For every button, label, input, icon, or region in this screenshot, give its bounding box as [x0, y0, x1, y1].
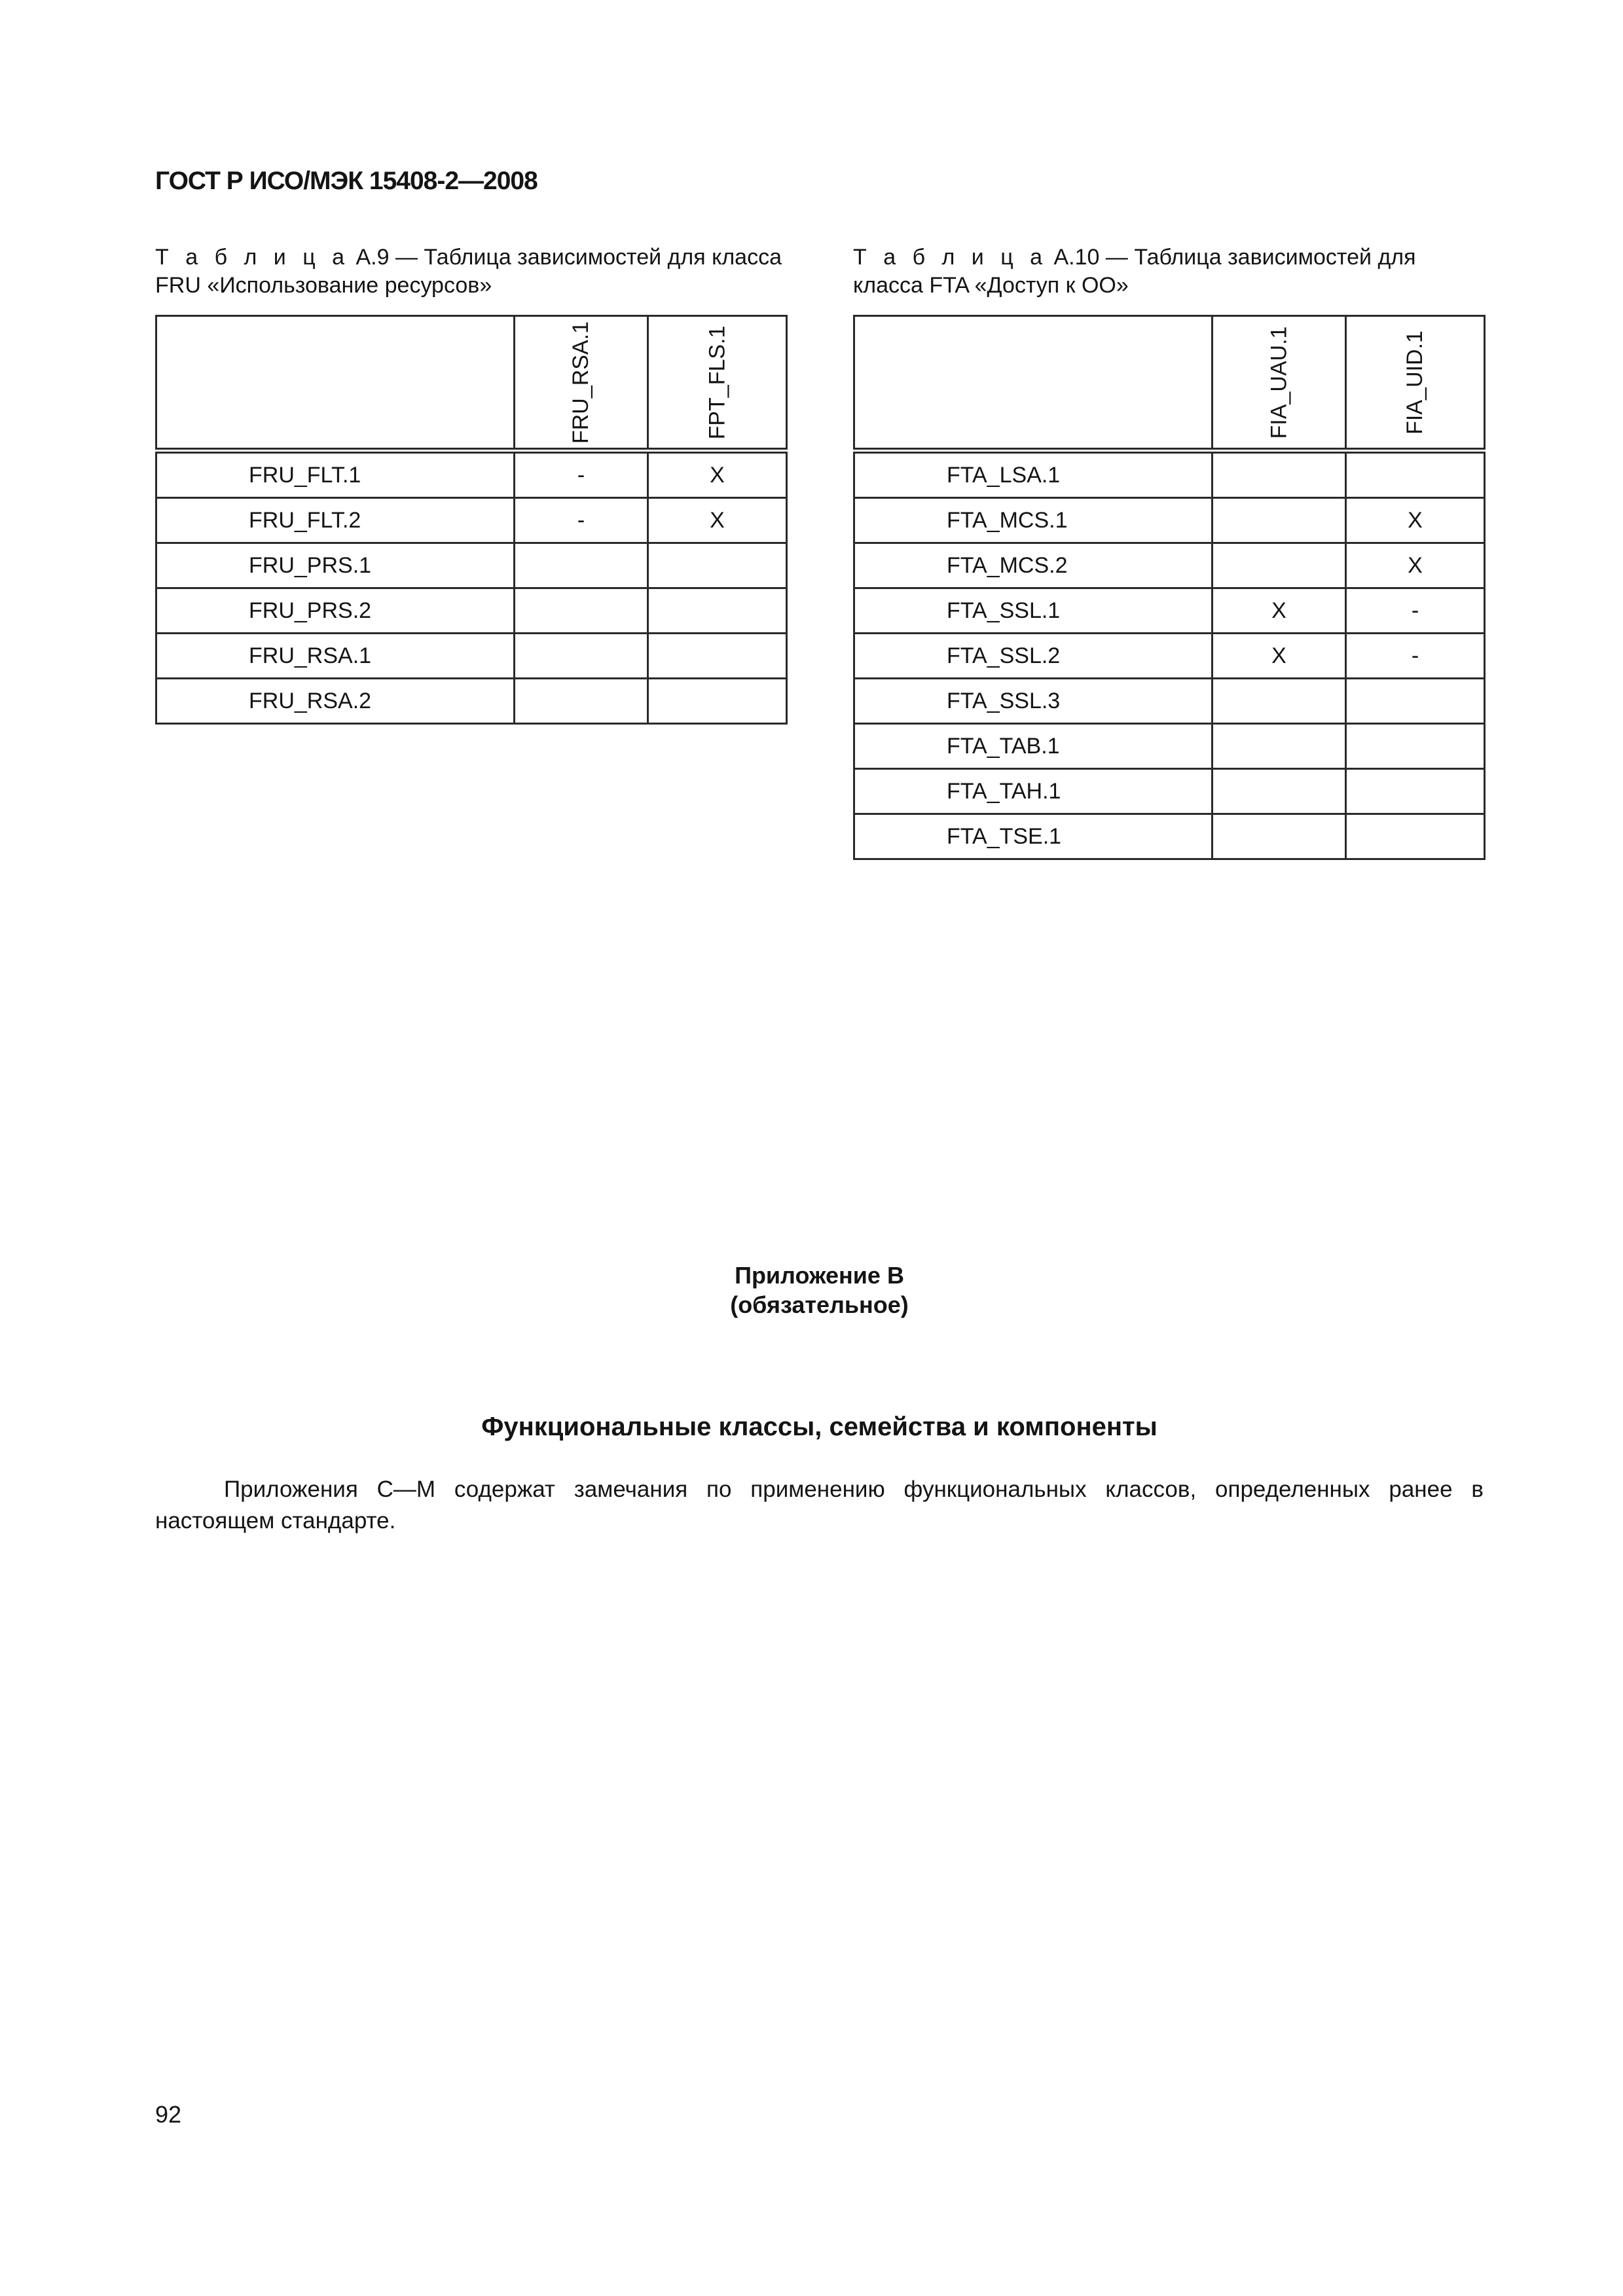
row-name-cell: FRU_FLT.2 [156, 498, 515, 543]
dependency-cell [1213, 679, 1346, 724]
column-header-label: FRU_RSA.1 [568, 321, 593, 444]
row-name-cell: FTA_SSL.3 [854, 679, 1213, 724]
row-name-cell: FRU_PRS.2 [156, 588, 515, 634]
table-row [156, 451, 787, 498]
row-name-cell: FTA_TAB.1 [854, 724, 1213, 769]
dependency-cell [515, 543, 648, 588]
table-a9-caption [155, 243, 784, 300]
table-row [854, 634, 1485, 679]
dependency-cell [515, 679, 648, 724]
table-row [854, 543, 1485, 588]
header-corner-cell [854, 316, 1213, 451]
table-row [156, 543, 787, 588]
row-name-cell: FRU_FLT.1 [156, 451, 515, 498]
table-row [854, 814, 1485, 859]
table-row [156, 498, 787, 543]
document-header: ГОСТ Р ИСО/МЭК 15408-2—2008 [155, 167, 538, 195]
dependency-cell [1213, 451, 1346, 498]
column-header-label: FIA_UAU.1 [1266, 326, 1291, 439]
table-row [854, 724, 1485, 769]
dependency-cell: X [1346, 498, 1485, 543]
table-a9 [155, 315, 788, 725]
dependency-cell: - [515, 498, 648, 543]
dependency-cell: - [1346, 634, 1485, 679]
dependency-cell: X [1213, 588, 1346, 634]
row-name-cell: FTA_MCS.1 [854, 498, 1213, 543]
table-row [854, 451, 1485, 498]
dependency-cell [1213, 543, 1346, 588]
table-row [156, 588, 787, 634]
section-heading: Функциональные классы, семейства и компоненты [481, 1412, 1158, 1441]
column-header-label: FIA_UID.1 [1402, 330, 1427, 435]
column-header [515, 316, 648, 451]
dependency-cell [648, 588, 787, 634]
dependency-cell [648, 679, 787, 724]
column-header [1213, 316, 1346, 451]
dependency-cell: X [1213, 634, 1346, 679]
dependency-cell [1346, 814, 1485, 859]
dependency-cell: X [1346, 543, 1485, 588]
table-a10 [853, 315, 1486, 860]
row-name-cell: FRU_RSA.2 [156, 679, 515, 724]
dependency-cell [1213, 814, 1346, 859]
column-header [1346, 316, 1485, 451]
table-row [854, 588, 1485, 634]
dependency-cell [1346, 679, 1485, 724]
table-row [156, 679, 787, 724]
dependency-cell: X [648, 451, 787, 498]
dependency-cell: - [515, 451, 648, 498]
dependency-cell [1213, 769, 1346, 814]
dependency-cell [1213, 498, 1346, 543]
dependency-cell [1213, 724, 1346, 769]
row-name-cell: FTA_MCS.2 [854, 543, 1213, 588]
annex-title: Приложение В [735, 1262, 904, 1289]
caption-text: А.10 — Таблица зависимостей для класса FTA «Доступ к ОО» [853, 245, 1416, 298]
row-name-cell: FTA_SSL.1 [854, 588, 1213, 634]
caption-prefix: Т а б л и ц а [155, 245, 350, 270]
table-row [854, 769, 1485, 814]
table-row [854, 679, 1485, 724]
caption-text: А.9 — Таблица зависимостей для класса FRU «Использование ресурсов» [155, 245, 782, 298]
dependency-cell [1346, 451, 1485, 498]
page-number: 92 [155, 2101, 182, 2128]
row-name-cell: FTA_SSL.2 [854, 634, 1213, 679]
dependency-cell [1346, 769, 1485, 814]
header-corner-cell [156, 316, 515, 451]
row-name-cell: FTA_TSE.1 [854, 814, 1213, 859]
dependency-cell: X [648, 498, 787, 543]
caption-prefix: Т а б л и ц а [853, 245, 1048, 270]
row-name-cell: FRU_PRS.1 [156, 543, 515, 588]
column-header-label: FPT_FLS.1 [704, 325, 729, 439]
dependency-cell [648, 543, 787, 588]
dependency-cell [648, 634, 787, 679]
row-name-cell: FRU_RSA.1 [156, 634, 515, 679]
annex-status: (обязательное) [730, 1291, 909, 1318]
row-name-cell: FTA_LSA.1 [854, 451, 1213, 498]
dependency-cell [515, 634, 648, 679]
dependency-cell: - [1346, 588, 1485, 634]
dependency-cell [515, 588, 648, 634]
table-row [156, 634, 787, 679]
table-a10-caption [853, 243, 1482, 300]
row-name-cell: FTA_TAH.1 [854, 769, 1213, 814]
table-row [854, 498, 1485, 543]
body-paragraph: Приложения С—М содержат замечания по применению функциональных классов, определенных ранее в настоящем стандарте. [155, 1477, 1484, 1534]
column-header [648, 316, 787, 451]
dependency-cell [1346, 724, 1485, 769]
